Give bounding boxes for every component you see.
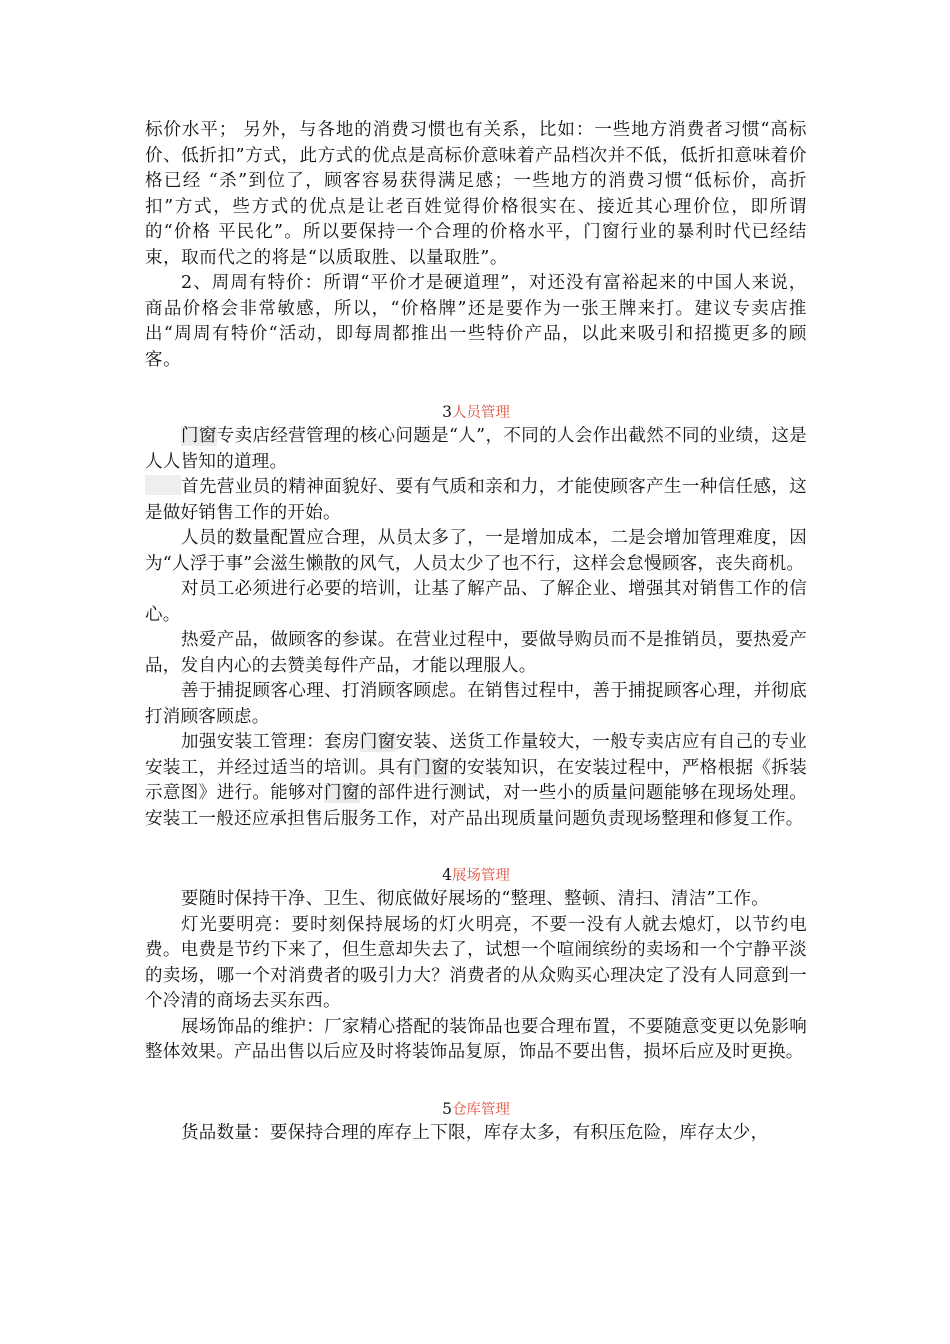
section-title: 展场管理 bbox=[451, 868, 510, 884]
paragraph-warehouse-quantity: 货品数量：要保持合理的库存上下限，库存太多，有积压危险，库存太少， bbox=[181, 1122, 769, 1143]
paragraph-pricing-level: 标价水平； 另外，与各地的消费习惯也有关系，比如：一些地方消费者习惯“高标价、低折扣”方式，此方式的优点是高标价意味着产品档次并不低，低折扣意味着价格已经 “杀”到位了，顾客容易获得满足感；一些地方的消费习惯“低标价，高折扣”方式，些方式的优点是让老百姓觉得价格很实在、接近其心理价位，即所谓的“价格 平民化”。所以要保持一个合理的价格水平，门窗行业的暴利时代已经结束，取而代之的将是“以质取胜、以量取胜”。 bbox=[145, 120, 807, 268]
paragraph-showroom-clean: 要随时保持干净、卫生、彻底做好展场的“整理、整顿、清扫、清洁”工作。 bbox=[181, 889, 770, 909]
blank-highlight bbox=[145, 475, 181, 495]
paragraph-love-product: 热爱产品，做顾客的参谋。在营业过程中，要做导购员而不是推销员，要热爱产品，发自内心的去赞美每件产品，才能以理服人。 bbox=[145, 630, 807, 676]
paragraph-installer-management: 加强安装工管理：套房门窗安装、送货工作量较大，一般专卖店应有自己的专业安装工，并经过适当的培训。具有门窗的安装知识，在安装过程中，严格根据《拆装示意图》进行。能够对门窗的部件进行测试，对一些小的质量问题能够在现场处理。安装工一般还应承担售后服务工作，对产品出现质量问题负责现场整理和修复工作。 bbox=[145, 732, 808, 829]
highlighted-term: 门窗 bbox=[181, 426, 217, 446]
section-heading-showroom bbox=[145, 864, 807, 887]
section-number: 3 bbox=[442, 403, 452, 421]
section-heading-staff bbox=[145, 401, 807, 424]
highlighted-term: 门窗 bbox=[359, 732, 396, 752]
paragraph-showroom-decor: 展场饰品的维护：厂家精心搭配的装饰品也要合理布置，不要随意变更以免影响整体效果。产品出售以后应及时将装饰品复原，饰品不要出售，损坏后应及时更换。 bbox=[145, 1016, 807, 1062]
paragraph-staff-appearance: 首先营业员的精神面貌好、要有气质和亲和力，才能使顾客产生一种信任感，这是做好销售工作的开始。 bbox=[145, 477, 807, 523]
section-number: 5 bbox=[442, 1099, 452, 1118]
section-heading-warehouse bbox=[145, 1098, 807, 1121]
paragraph-staff-core: 门窗专卖店经营管理的核心问题是“人”，不同的人会作出截然不同的业绩，这是人人皆知的道理。 bbox=[145, 426, 807, 472]
highlighted-term: 门窗 bbox=[323, 783, 360, 803]
paragraph-staff-quantity: 人员的数量配置应合理，从员太多了，一是增加成本，二是会增加管理难度，因为“人浮于事”会滋生懒散的风气，人员太少了也不行，这样会怠慢顾客，丧失商机。 bbox=[145, 528, 807, 574]
paragraph-weekly-specials: 2、周周有特价：所谓“平价才是硬道理”，对还没有富裕起来的中国人来说，商品价格会非常敏感，所以，“价格牌”还是要作为一张王牌来打。建议专卖店推出“周周有特价“活动，即每周都推出一些特价产品，以此来吸引和招揽更多的顾客。 bbox=[145, 273, 807, 370]
highlighted-term: 门窗 bbox=[413, 757, 450, 778]
paragraph-showroom-lighting: 灯光要明亮：要时刻保持展场的灯火明亮，不要一没有人就去熄灯，以节约电费。电费是节约下来了，但生意却失去了，试想一个喧闹缤纷的卖场和一个宁静平淡的卖场，哪一个对消费者的吸引力大？消费者的从众购买心理决定了没有人同意到一个冷清的商场去买东西。 bbox=[145, 914, 807, 1011]
section-number: 4 bbox=[442, 866, 452, 884]
section-title: 仓库管理 bbox=[451, 1101, 510, 1118]
document-page bbox=[145, 118, 807, 1146]
section-title: 人员管理 bbox=[451, 405, 510, 421]
paragraph-customer-psychology: 善于捕捉顾客心理、打消顾客顾虑。在销售过程中，善于捕捉顾客心理，并彻底打消顾客顾虑。 bbox=[145, 681, 807, 727]
paragraph-staff-training: 对员工必须进行必要的培训，让基了解产品、了解企业、增强其对销售工作的信心。 bbox=[145, 579, 807, 625]
